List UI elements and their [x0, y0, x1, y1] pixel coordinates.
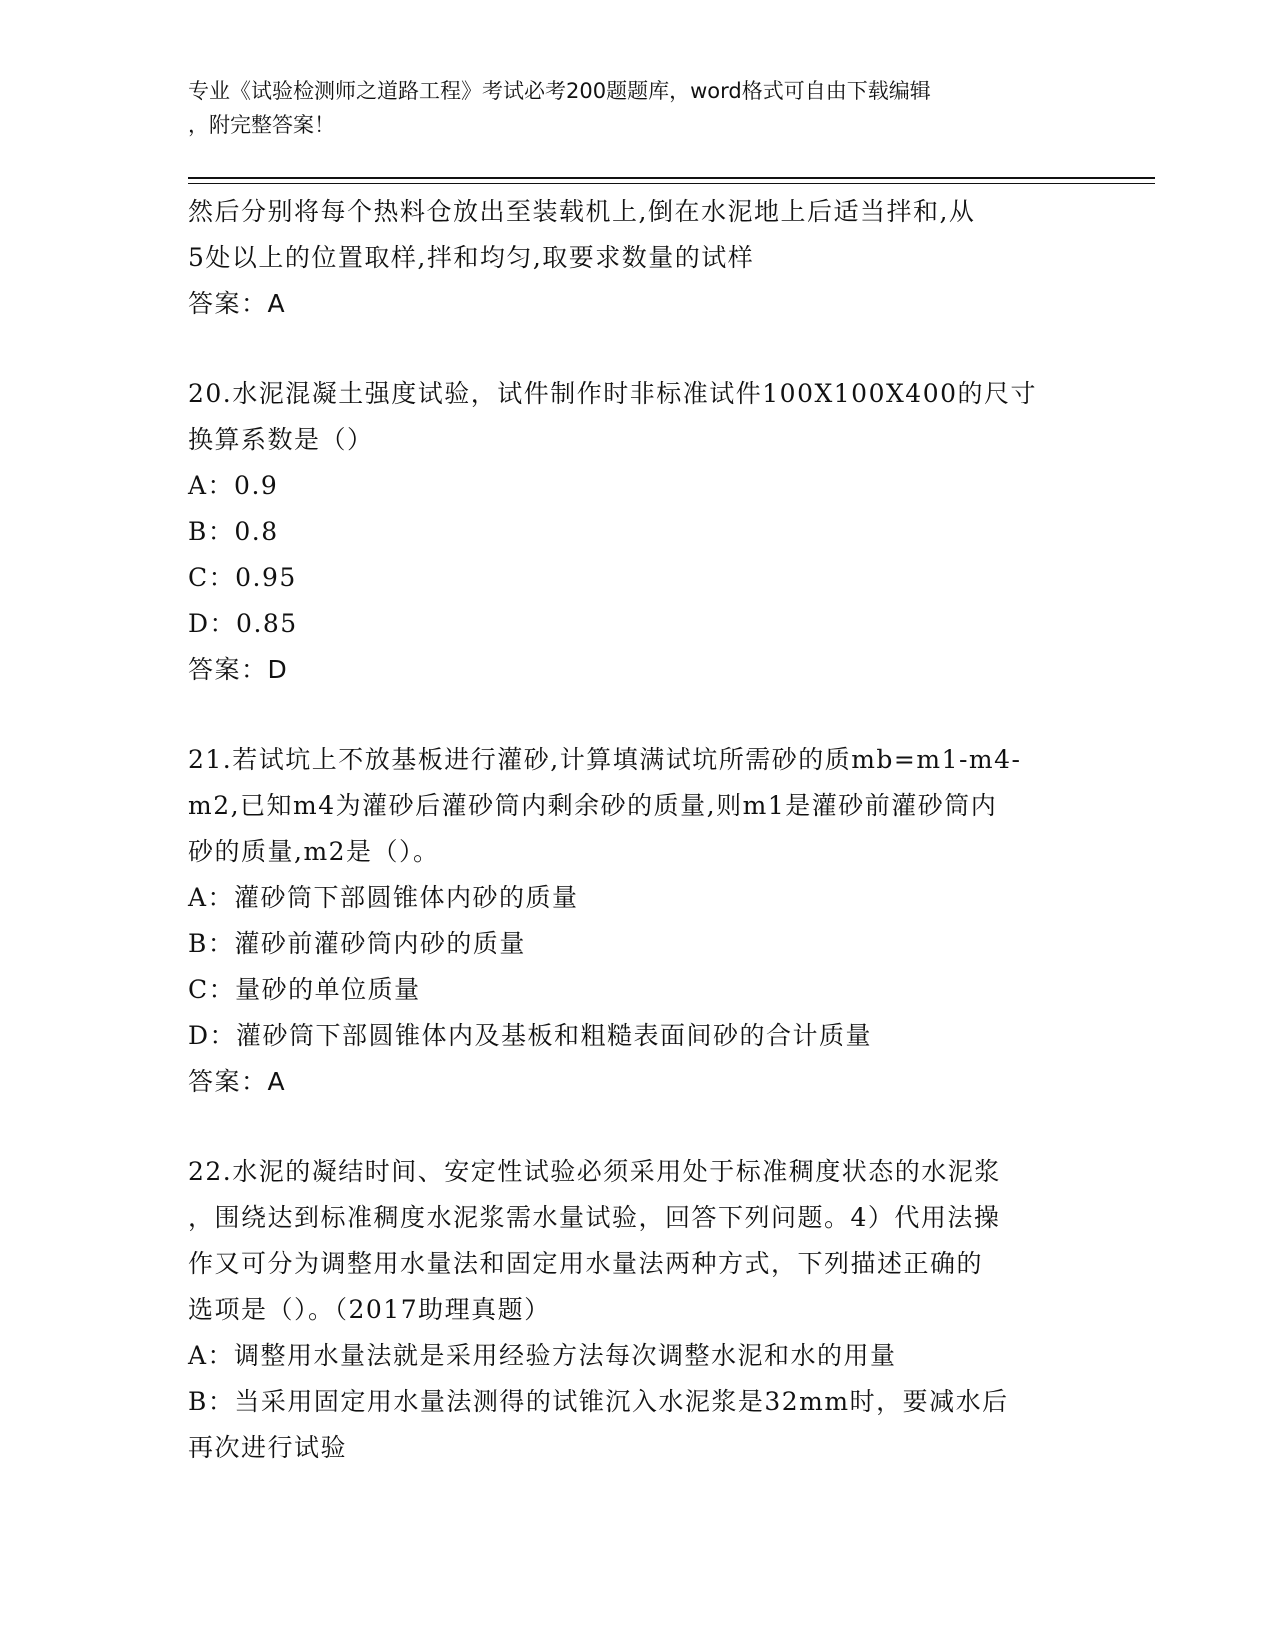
question-text-line: 然后分别将每个热料仓放出至装载机上,倒在水泥地上后适当拌和,从 [188, 197, 976, 226]
question-block-22 [188, 1149, 1088, 1471]
option-a: A：0.9 [188, 471, 279, 500]
option-a: A：调整用水量法就是采用经验方法每次调整水泥和水的用量 [188, 1341, 897, 1370]
question-text-line: 22.水泥的凝结时间、安定性试验必须采用处于标准稠度状态的水泥浆 [188, 1157, 1001, 1186]
header-divider-thick [188, 177, 1155, 179]
header-title-line-1: 专业《试验检测师之道路工程》考试必考200题题库，word格式可自由下载编辑 [188, 79, 931, 103]
page-header [188, 74, 1068, 142]
question-text-line: 21.若试坑上不放基板进行灌砂,计算填满试坑所需砂的质mb=m1-m4- [188, 745, 1022, 774]
question-text-line: m2,已知m4为灌砂后灌砂筒内剩余砂的质量,则m1是灌砂前灌砂筒内 [188, 791, 998, 820]
question-text-line: 作又可分为调整用水量法和固定用水量法两种方式，下列描述正确的 [188, 1249, 984, 1278]
option-d: D：灌砂筒下部圆锥体内及基板和粗糙表面间砂的合计质量 [188, 1021, 873, 1050]
block-spacer [188, 1105, 1088, 1149]
question-block-19-continuation [188, 189, 1088, 327]
block-spacer [188, 327, 1088, 371]
block-spacer [188, 693, 1088, 737]
answer-label: 答案：D [188, 655, 289, 684]
question-block-21 [188, 737, 1088, 1105]
question-list [188, 189, 1088, 1471]
answer-label: 答案：A [188, 1067, 287, 1096]
question-text-line: 5处以上的位置取样,拌和均匀,取要求数量的试样 [188, 243, 755, 272]
option-c: C：量砂的单位质量 [188, 975, 421, 1004]
question-text-line: 换算系数是（） [188, 425, 374, 454]
option-a: A：灌砂筒下部圆锥体内砂的质量 [188, 883, 579, 912]
option-b: B：当采用固定用水量法测得的试锥沉入水泥浆是32mm时，要减水后 [188, 1387, 1009, 1416]
question-text-line: 砂的质量,m2是（）。 [188, 837, 440, 866]
answer-label: 答案：A [188, 289, 287, 318]
option-c: C：0.95 [188, 563, 297, 592]
option-b: B：0.8 [188, 517, 279, 546]
header-divider-thin [188, 183, 1155, 184]
option-d: D：0.85 [188, 609, 298, 638]
option-b: B：灌砂前灌砂筒内砂的质量 [188, 929, 526, 958]
option-b-continuation: 再次进行试验 [188, 1433, 348, 1462]
question-text-line: ，围绕达到标准稠度水泥浆需水量试验，回答下列问题。4）代用法操 [188, 1203, 1001, 1232]
header-title-line-2: ，附完整答案！ [188, 113, 335, 137]
question-text-line: 选项是（）。（2017助理真题） [188, 1295, 551, 1324]
question-text-line: 20.水泥混凝土强度试验，试件制作时非标准试件100X100X400的尺寸 [188, 379, 1038, 408]
question-block-20 [188, 371, 1088, 693]
